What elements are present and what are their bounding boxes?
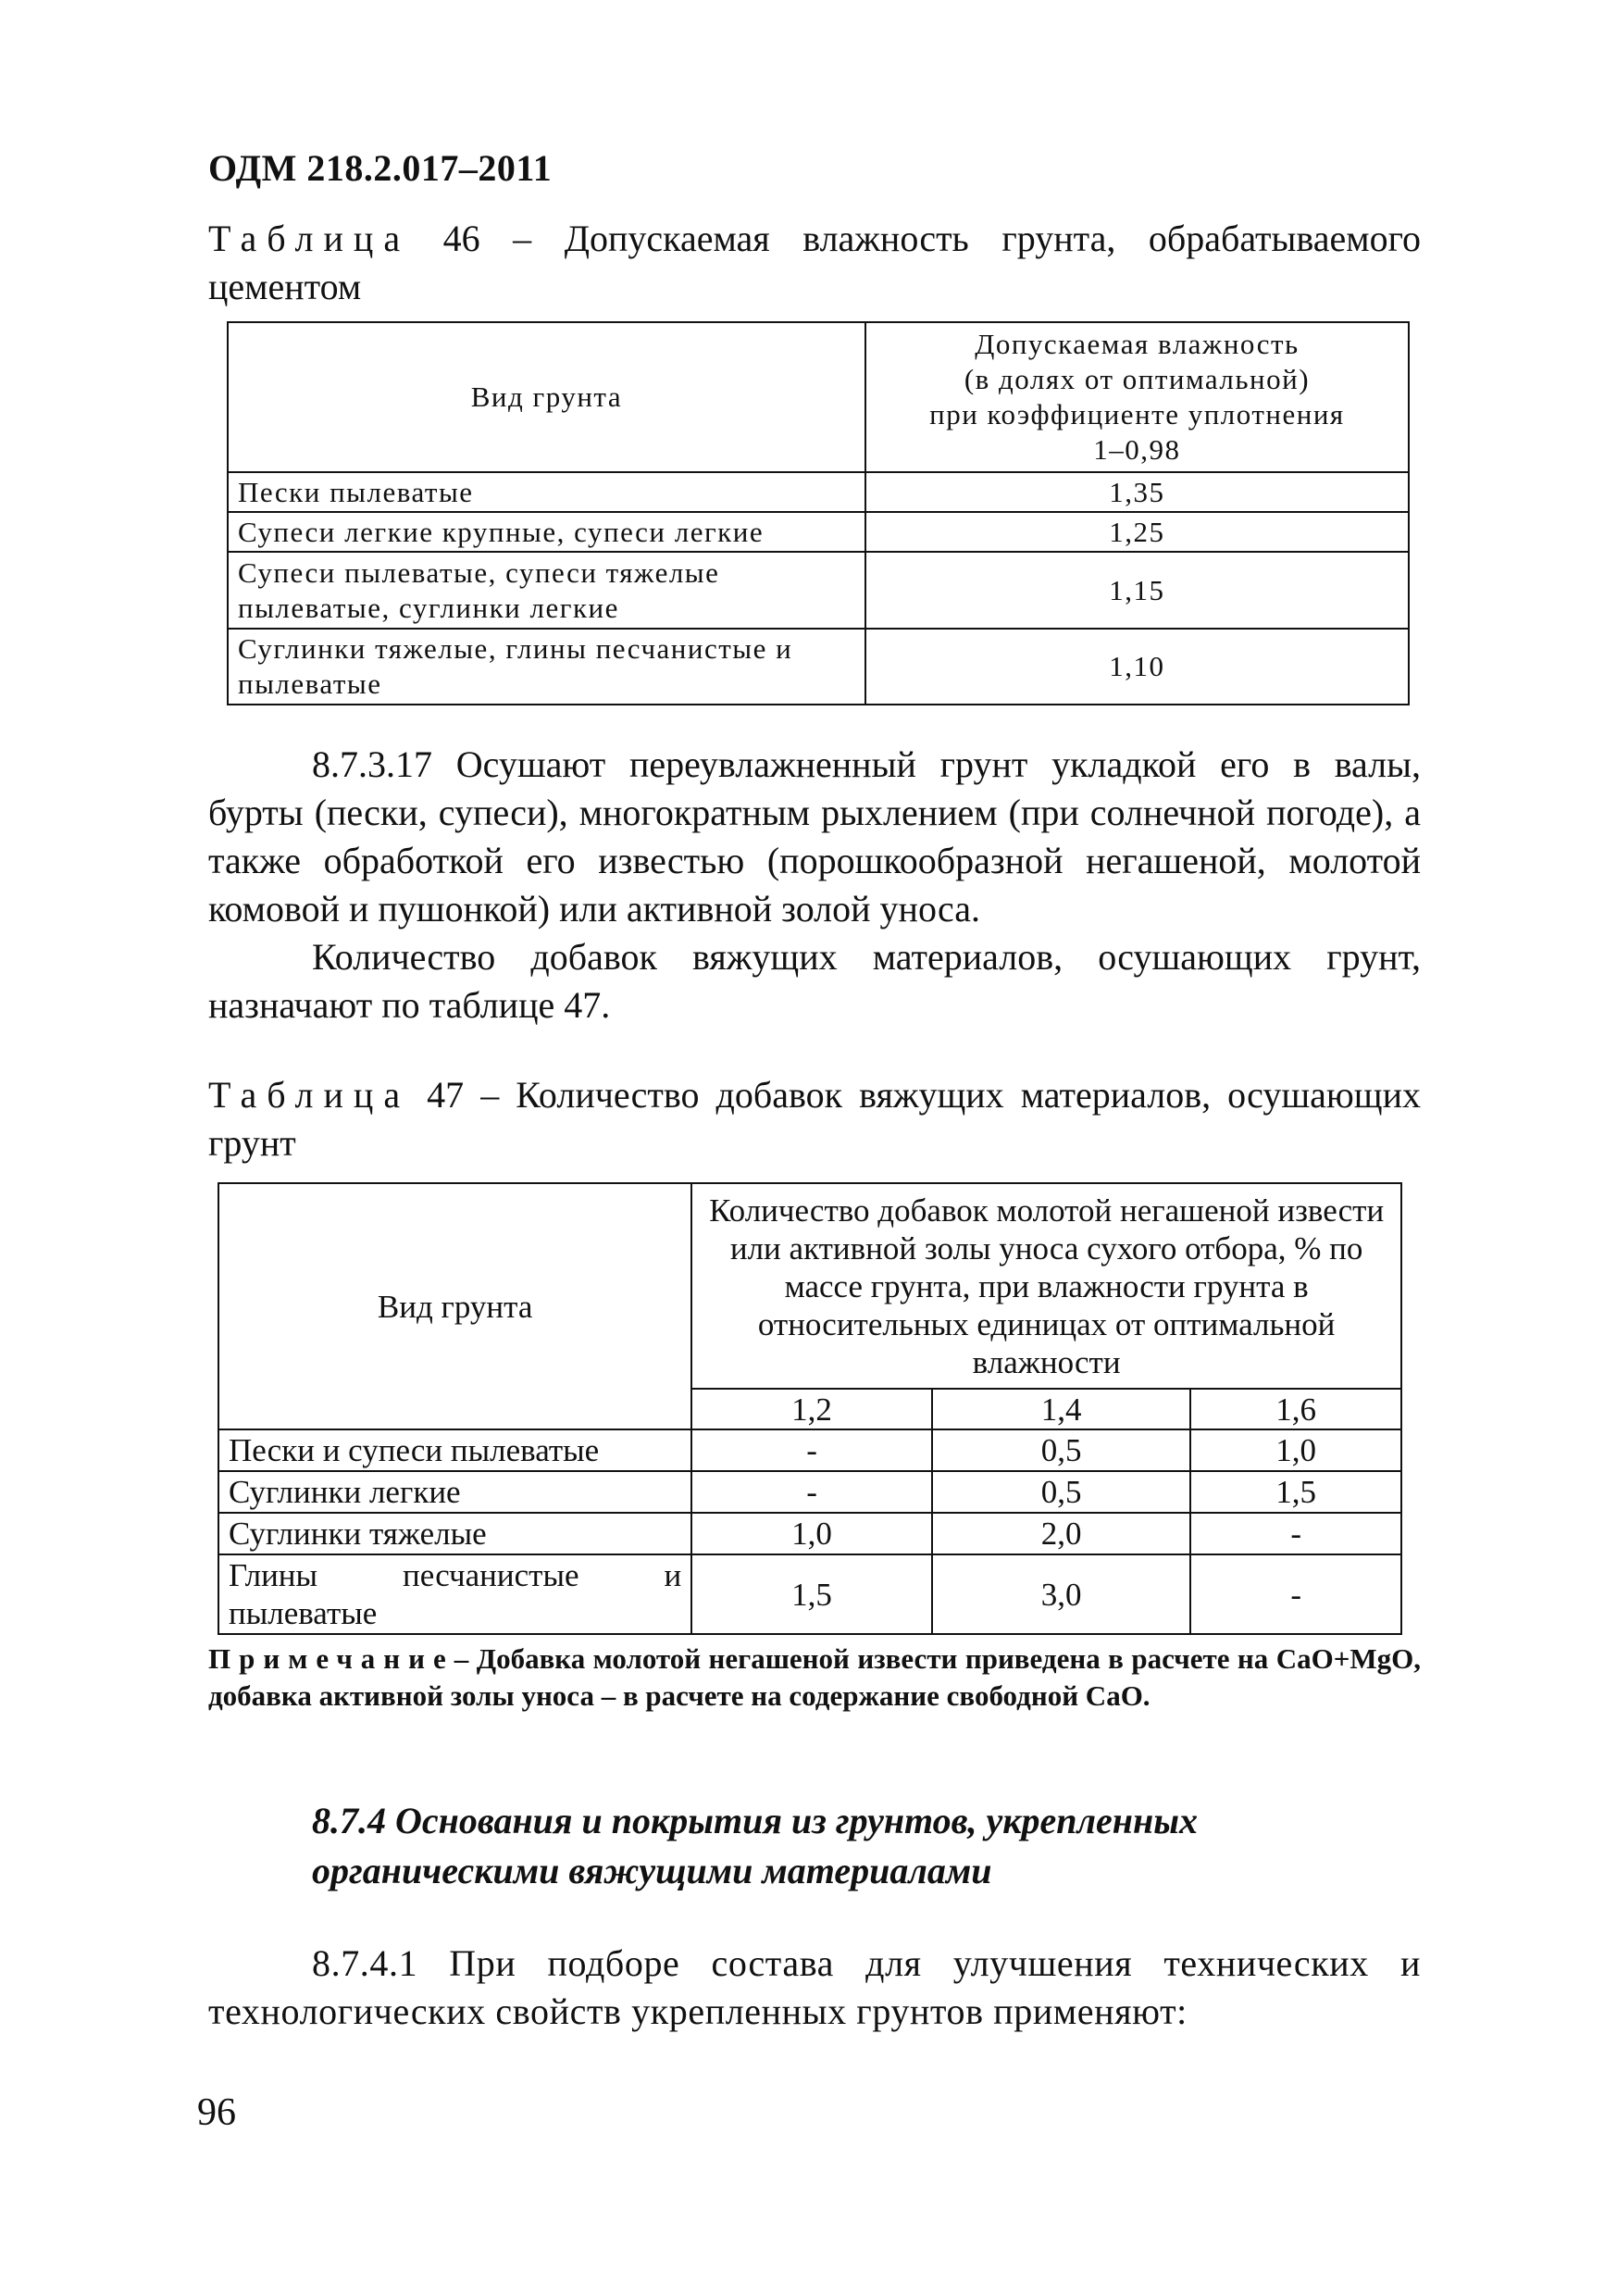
- table47-note: [208, 1641, 1421, 1715]
- section-heading-8-7-4: [312, 1796, 1423, 1896]
- table46-value-cell: 1,35: [865, 472, 1409, 512]
- table46-soil-cell: Суглинки тяжелые, глины песчанистые и пылеватые: [228, 629, 865, 705]
- table47-value-cell: -: [1190, 1513, 1401, 1554]
- table-row: [228, 552, 1409, 629]
- table47-soil-cell: Суглинки легкие: [218, 1471, 691, 1513]
- table47-value-cell: -: [691, 1429, 932, 1471]
- page-number: 96: [197, 2091, 236, 2134]
- section-title-line2: органическими вяжущими материалами: [312, 1850, 992, 1891]
- table46-col2-header: [865, 322, 1409, 472]
- table47-value-cell: 0,5: [932, 1471, 1191, 1513]
- note-text: – Добавка молотой негашеной извести приведена в расчете на CaO+MgO, добавка активной золы уноса – в расчете на содержание свободной CaO.: [208, 1642, 1421, 1712]
- paragraph-additives: Количество добавок вяжущих материалов, осушающих грунт, назначают по таблице 47.: [208, 936, 1421, 1026]
- table46-value-cell: 1,15: [865, 552, 1409, 629]
- table46-soil-cell: Пески пылеватые: [228, 472, 865, 512]
- table47-caption-word: Таблица: [208, 1074, 411, 1116]
- table47-header-row: [218, 1183, 1401, 1389]
- note-label: Примечание: [208, 1642, 454, 1675]
- paragraph-8-7-4-1: 8.7.4.1 При подборе состава для улучшения технических и технологических свойств укрепленных грунтов применяют:: [208, 1942, 1421, 2032]
- table47: [218, 1182, 1402, 1635]
- table47-soil-cell: Глины песчанистые и пылеватые: [218, 1554, 691, 1634]
- table46-header-row: [228, 322, 1409, 472]
- table47-soil-cell: Суглинки тяжелые: [218, 1513, 691, 1554]
- table46-col2-header-line: 1–0,98: [1093, 433, 1181, 466]
- table47-col1-header: Вид грунта: [218, 1183, 691, 1429]
- table-row: [218, 1471, 1401, 1513]
- section-heading-line: [312, 1796, 1423, 1846]
- table47-group-header: Количество добавок молотой негашеной извести или активной золы уноса сухого отбора, % по массе грунта, при влажности грунта в относительных единицах от оптимальной влажности: [691, 1183, 1401, 1389]
- section-title-line1: Основания и покрытия из грунтов, укрепленных: [395, 1800, 1198, 1841]
- document-id: ОДМ 218.2.017–2011: [208, 147, 553, 189]
- table46-soil-cell: Супеси легкие крупные, супеси легкие: [228, 512, 865, 552]
- section-number: 8.7.4: [312, 1800, 386, 1841]
- table46-caption: [208, 215, 1421, 311]
- table47-caption: [208, 1071, 1421, 1167]
- table-row: [228, 512, 1409, 552]
- table47-value-cell: 1,0: [1190, 1429, 1401, 1471]
- table47-value-cell: -: [1190, 1554, 1401, 1634]
- table46-soil-cell: Супеси пылеватые, супеси тяжелые пылеватые, суглинки легкие: [228, 552, 865, 629]
- table47-value-cell: 3,0: [932, 1554, 1191, 1634]
- table46-col1-header: Вид грунта: [228, 322, 865, 472]
- table46-col2-header-line: Допускаемая влажность: [975, 328, 1300, 360]
- table47-humidity-cell: 1,4: [932, 1389, 1191, 1429]
- table46-col2-header-line: при коэффициенте уплотнения: [929, 398, 1345, 430]
- table47-soil-cell: Пески и супеси пылеватые: [218, 1429, 691, 1471]
- table47-value-cell: 0,5: [932, 1429, 1191, 1471]
- table47-value-cell: 2,0: [932, 1513, 1191, 1554]
- table47-value-cell: 1,5: [1190, 1471, 1401, 1513]
- table47-humidity-cell: 1,2: [691, 1389, 932, 1429]
- table47-value-cell: -: [691, 1471, 932, 1513]
- table47-value-cell: 1,5: [691, 1554, 932, 1634]
- table47-caption-text: 47 – Количество добавок вяжущих материалов, осушающих грунт: [208, 1074, 1422, 1164]
- table46-value-cell: 1,10: [865, 629, 1409, 705]
- table46-value-cell: 1,25: [865, 512, 1409, 552]
- table-row: [218, 1429, 1401, 1471]
- table-row: [218, 1554, 1401, 1634]
- table46-col2-header-line: (в долях от оптимальной): [964, 363, 1311, 395]
- table46-caption-word: Таблица: [208, 218, 411, 259]
- table-row: [228, 629, 1409, 705]
- table46: [227, 321, 1410, 705]
- table46-caption-text: 46 – Допускаемая влажность грунта, обрабатываемого цементом: [208, 218, 1421, 307]
- table47-value-cell: 1,0: [691, 1513, 932, 1554]
- table-row: [218, 1513, 1401, 1554]
- paragraph-8-7-3-17: 8.7.3.17 Осушают переувлажненный грунт укладкой его в валы, бурты (пески, супеси), многократным рыхлением (при солнечной погоде), а также обработкой его известью (порошкообразной негашеной, молотой комовой и пушонкой) или активной золой уноса.: [208, 743, 1421, 930]
- table-row: [228, 472, 1409, 512]
- table47-humidity-cell: 1,6: [1190, 1389, 1401, 1429]
